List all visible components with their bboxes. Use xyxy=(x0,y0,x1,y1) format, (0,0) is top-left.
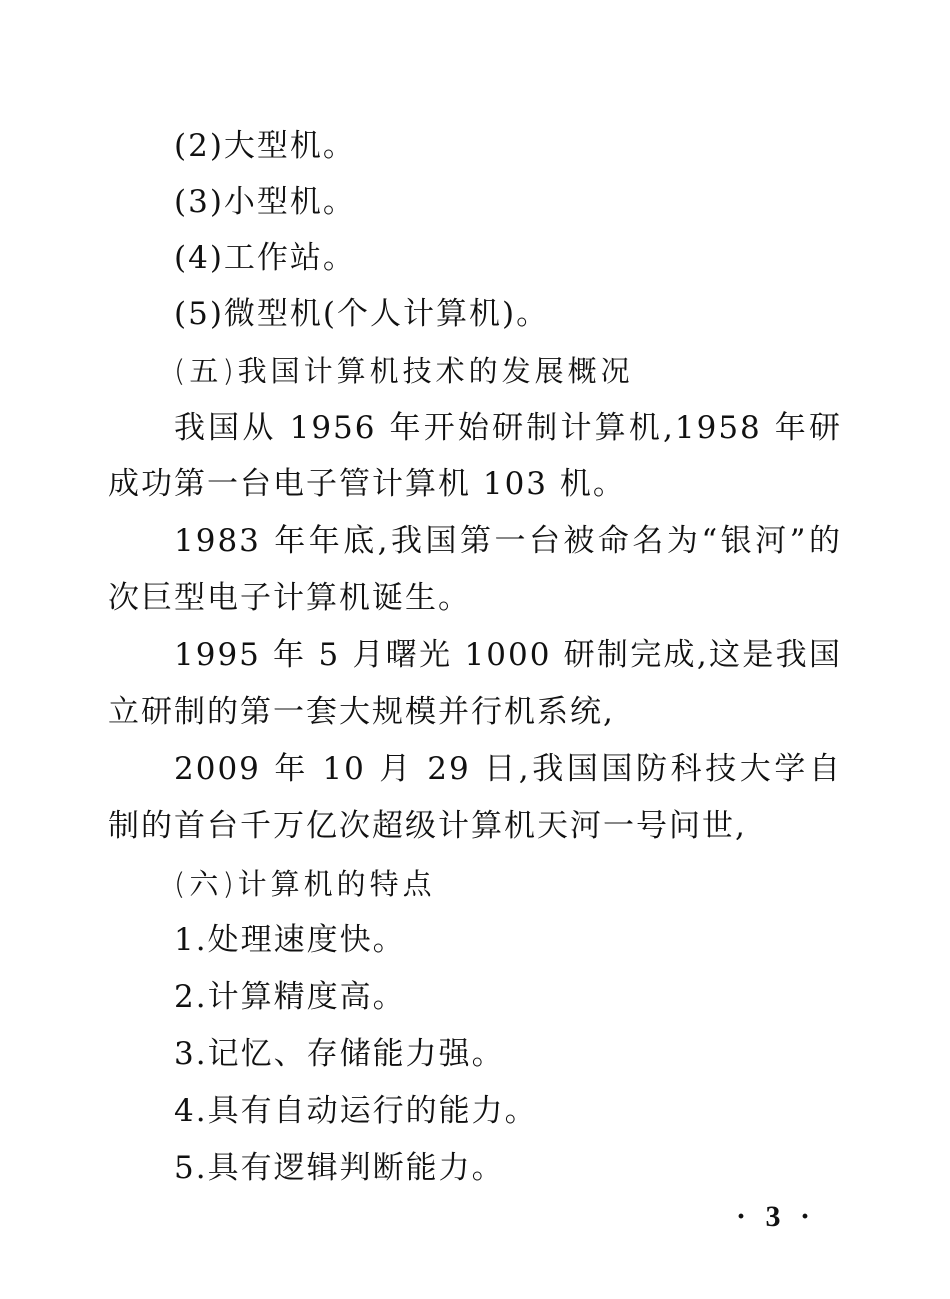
list-item-workstation: (4)工作站。 xyxy=(174,240,356,276)
paragraph-line: 1995 年 5 月曙光 1000 研制完成,这是我国 xyxy=(174,637,842,673)
feature-item: 5.具有逻辑判断能力。 xyxy=(174,1150,505,1186)
paragraph-line: 次巨型电子计算机诞生。 xyxy=(108,580,471,616)
paragraph-line: 立研制的第一套大规模并行机系统, xyxy=(108,694,615,730)
paragraph-line: 2009 年 10 月 29 日,我国国防科技大学自 xyxy=(174,751,842,787)
feature-item: 3.记忆、存储能力强。 xyxy=(174,1036,505,1072)
list-item-microcomputer: (5)微型机(个人计算机)。 xyxy=(174,296,550,332)
list-item-mainframe: (2)大型机。 xyxy=(174,128,356,164)
page-number: · 3 · xyxy=(736,1200,817,1233)
feature-item: 1.处理速度快。 xyxy=(174,922,406,958)
section-five-heading: (五)我国计算机技术的发展概况 xyxy=(174,354,634,388)
paragraph-line: 我国从 1956 年开始研制计算机,1958 年研 xyxy=(174,410,842,446)
list-item-minicomputer: (3)小型机。 xyxy=(174,184,356,220)
feature-item: 4.具有自动运行的能力。 xyxy=(174,1093,538,1129)
paragraph-line: 成功第一台电子管计算机 103 机。 xyxy=(108,466,626,502)
section-six-heading: (六)计算机的特点 xyxy=(174,867,436,901)
paragraph-line: 制的首台千万亿次超级计算机天河一号问世, xyxy=(108,808,747,844)
feature-item: 2.计算精度高。 xyxy=(174,979,406,1015)
paragraph-line: 1983 年年底,我国第一台被命名为“银河”的 xyxy=(174,523,842,559)
